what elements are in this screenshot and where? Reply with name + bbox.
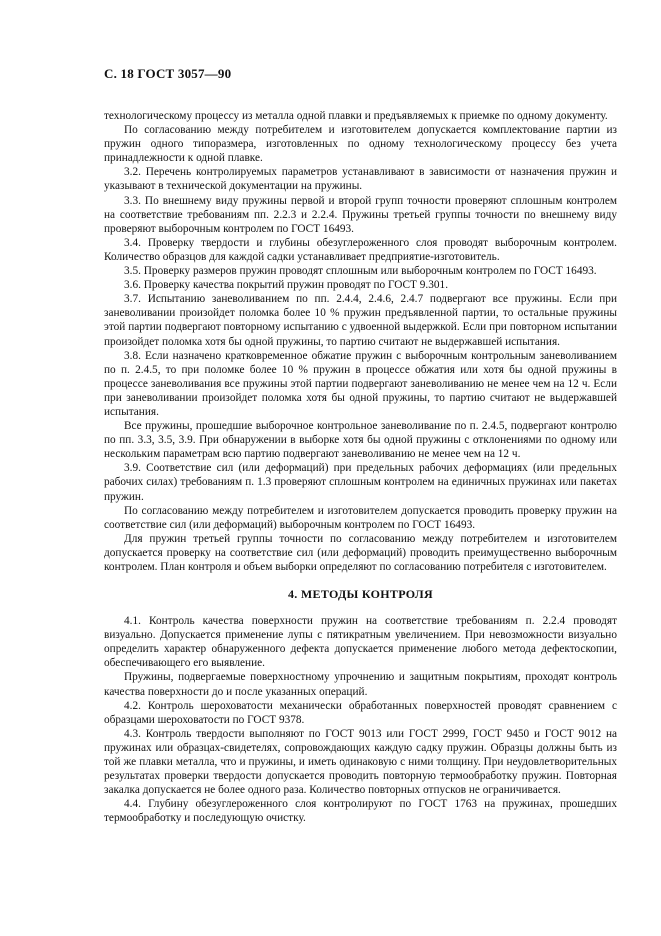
paragraph-3-8-continuation: Все пружины, прошедшие выборочное контрольное заневоливание по п. 2.4.5, подвергают контролю по пп. 3.3, 3.5, 3.9. При обнаружении в выборке хотя бы одной пружины с отклонениями по одному или нескольким параметрам всю партию подвергают заневоливанию не менее чем на 12 ч. (104, 420, 617, 461)
paragraph-3-6: 3.6. Проверку качества покрытий пружин проводят по ГОСТ 9.301. (124, 279, 449, 292)
paragraph-3-1-continuation: технологическому процессу из металла одной плавки и предъявляемых к приемке по одному документу. (104, 110, 608, 122)
paragraph-3-9-agreement: По согласованию между потребителем и изготовителем допускается проводить проверку пружин на соответствие сил (или деформаций) выборочным контролем по ГОСТ 16493. (104, 504, 617, 531)
paragraph-3-2: 3.2. Перечень контролируемых параметров устанавливают в зависимости от назначения пружин и указывают в технической документации на пружины. (104, 166, 617, 193)
paragraph-3-5: 3.5. Проверку размеров пружин проводят сплошным или выборочным контролем по ГОСТ 16493. (124, 265, 597, 278)
paragraph-4-4: 4.4. Глубину обезуглероженного слоя контролируют по ГОСТ 1763 на пружинах, прошедших термообработку и последующую очистку. (104, 798, 617, 825)
section-3-body (104, 109, 617, 574)
section-4-body (104, 614, 617, 825)
paragraph-4-3: 4.3. Контроль твердости выполняют по ГОСТ 9013 или ГОСТ 2999, ГОСТ 9450 и ГОСТ 9012 на пружинах или образцах-свидетелях, сопровождающих каждую садку пружин. Образцы должны быть из той же плавки металла, что и пружины, и иметь одинаковую с ними толщину. При неудовлетворительных результатах проверки твердости допускается проводить повторную термообработку пружин. Повторная закалка допускается не более одного раза. Количество повторных отпусков не ограничивается. (104, 727, 617, 797)
paragraph-3-7: 3.7. Испытанию заневоливанием по пп. 2.4.4, 2.4.6, 2.4.7 подвергают все пружины. Если при заневоливании произойдет поломка более 10 % пружин предъявленной партии, то остальные пружины этой партии подвергают повторному испытанию с удвоенной выдержкой. Если при повторном испытании произойдет поломка хотя бы одной пружины, то партию считают не выдержавшей испытания. (104, 293, 617, 348)
paragraph-3-1-agreement: По согласованию между потребителем и изготовителем допускается комплектование партии из пружин одного типоразмера, изготовленных по одному технологическому процессу без учета принадлежности к одной плавке. (104, 124, 617, 165)
page-header: С. 18 ГОСТ 3057—90 (104, 66, 232, 81)
paragraph-4-2: 4.2. Контроль шероховатости механически обработанных поверхностей проводят сравнением с образцами шероховатости по ГОСТ 9378. (104, 699, 617, 726)
section-4-title: 4. МЕТОДЫ КОНТРОЛЯ (287, 587, 434, 602)
paragraph-4-1: 4.1. Контроль качества поверхности пружин на соответствие требованиям п. 2.2.4 проводят визуально. Допускается применение лупы с пятикратным увеличением. При невозможности визуально определить характер обнаруженного дефекта допускается применение любого метода дефектоскопии, обеспечивающего его выявление. (104, 615, 617, 670)
paragraph-3-9: 3.9. Соответствие сил (или деформаций) при предельных рабочих деформациях (или предельных рабочих силах) требованиям п. 1.3 проверяют сплошным контролем на единичных пружинах или пакетах пружин. (104, 462, 617, 503)
paragraph-4-1-continuation: Пружины, подвергаемые поверхностному упрочнению и защитным покрытиям, проходят контроль качества поверхности до и после указанных операций. (104, 671, 617, 698)
document-page (104, 66, 617, 826)
paragraph-3-8: 3.8. Если назначено кратковременное обжатие пружин с выборочным контрольным заневоливанием по п. 2.4.5, то при поломке более 10 % пружин в процессе обжатия или хотя бы одной пружины в процессе заневоливания все пружины этой партии подвергают заневоливанию не менее чем на 12 ч. Если при заневоливании произойдет поломка хотя бы одной пружины, то партию считают не выдержавшей испытания. (104, 349, 617, 418)
paragraph-3-4: 3.4. Проверку твердости и глубины обезуглероженного слоя проводят выборочным контролем. Количество образцов для каждой садки устанавливает предприятие-изготовитель. (104, 236, 617, 263)
paragraph-3-3: 3.3. По внешнему виду пружины первой и второй групп точности проверяют сплошным контролем на соответствие требованиям пп. 2.2.3 и 2.2.4. Пружины третьей группы точности по внешнему виду проверяют выборочным контролем по ГОСТ 16493. (104, 194, 617, 235)
paragraph-3-9-third-group: Для пружин третьей группы точности по согласованию между потребителем и изготовителем допускается проверку на соответствие сил (или деформаций) проводить преимущественно выборочным контролем. План контроля и объем выборки определяют по согласованию потребителя с изготовителем. (104, 532, 617, 573)
